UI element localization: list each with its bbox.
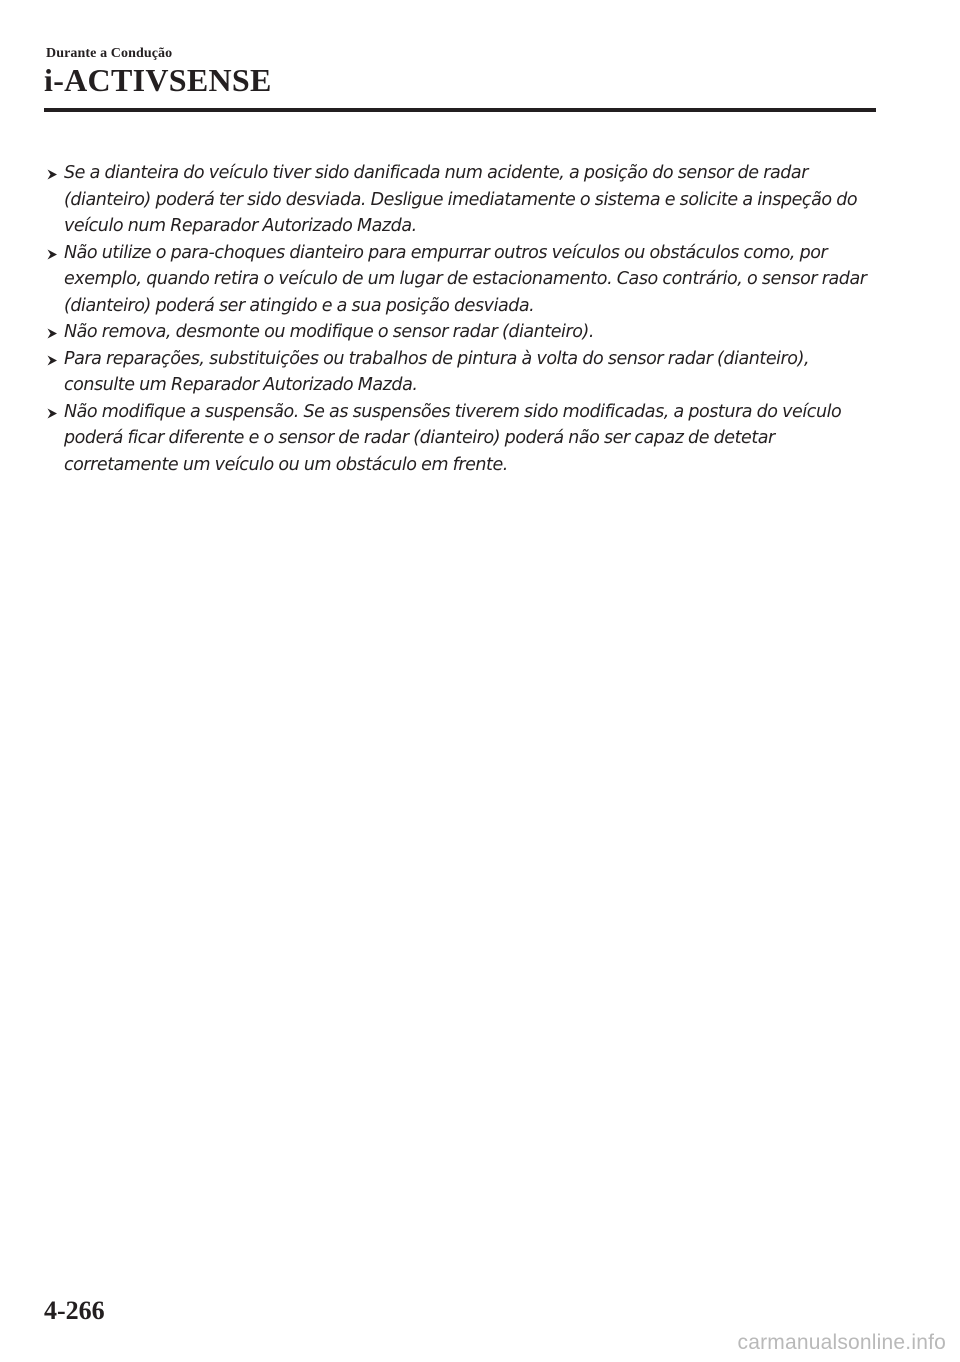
chevron-arrow-icon bbox=[46, 248, 59, 261]
chevron-arrow-icon bbox=[46, 407, 59, 420]
list-item bbox=[46, 319, 876, 346]
bullet-text: Se a dianteira do veículo tiver sido danificada num acidente, a posição do sensor de radar (dianteiro) poderá ter sido desviada. Desligue imediatamente o sistema e solicite a inspeção do veículo num Reparador Autorizado Mazda. bbox=[64, 163, 858, 236]
chevron-arrow-icon bbox=[46, 327, 59, 340]
section-label: Durante a Condução bbox=[46, 46, 173, 61]
list-item bbox=[46, 160, 876, 240]
bullet-text: Para reparações, substituições ou trabalhos de pintura à volta do sensor radar (dianteiro), consulte um Reparador Autorizado Mazda. bbox=[64, 348, 810, 395]
chevron-arrow-icon bbox=[46, 354, 59, 367]
bullet-text: Não remova, desmonte ou modifique o sensor radar (dianteiro). bbox=[64, 322, 594, 342]
bullet-text: Não modifique a suspensão. Se as suspensões tiverem sido modificadas, a postura do veículo poderá ficar diferente e o sensor de radar (dianteiro) poderá não ser capaz de detetar corretamente um veículo ou um obstáculo em frente. bbox=[64, 401, 842, 475]
list-item bbox=[46, 240, 876, 320]
page-title: i-ACTIVSENSE bbox=[44, 62, 272, 98]
watermark: carmanualsonline.info bbox=[737, 1331, 946, 1354]
list-item bbox=[46, 346, 876, 399]
title-rule bbox=[44, 108, 876, 112]
bullet-list bbox=[46, 160, 876, 478]
list-item bbox=[46, 399, 876, 479]
page-number: 4-266 bbox=[44, 1296, 105, 1325]
bullet-text: Não utilize o para-choques dianteiro para empurrar outros veículos ou obstáculos como, por exemplo, quando retira o veículo de um lugar de estacionamento. Caso contrário, o sensor radar (dianteiro) poderá ser atingido e a sua posição desviada. bbox=[64, 242, 867, 316]
chevron-arrow-icon bbox=[46, 168, 59, 181]
